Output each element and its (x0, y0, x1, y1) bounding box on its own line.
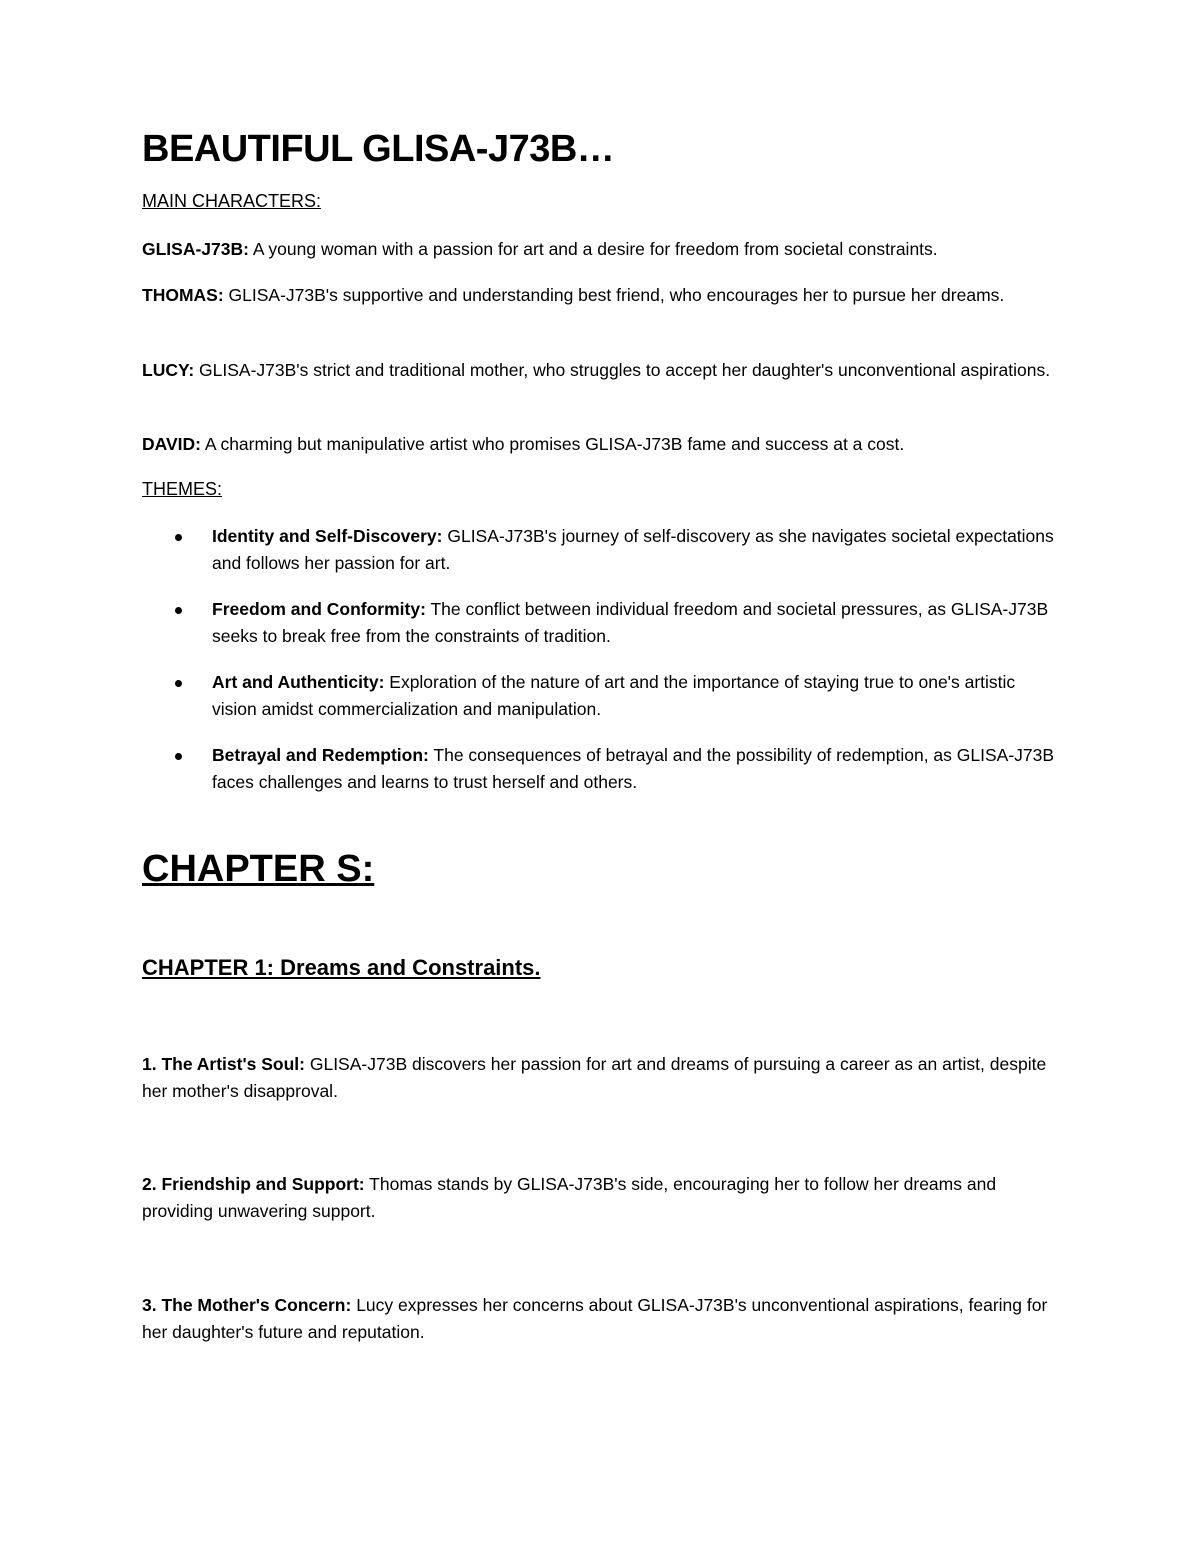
list-item (142, 596, 1057, 650)
character-name: DAVID: (142, 434, 201, 454)
section-description: Lucy expresses her concerns about GLISA-J73B's unconventional aspirations, fearing for her daughter's future and reputation. (142, 1295, 1048, 1342)
character-glisa (142, 236, 1057, 263)
theme-name: Betrayal and Redemption: (212, 745, 429, 765)
theme-name: Art and Authenticity: (212, 672, 385, 692)
character-david (142, 431, 1057, 458)
character-lucy (142, 357, 1057, 384)
character-description: A charming but manipulative artist who promises GLISA-J73B fame and success at a cost. (200, 434, 905, 454)
character-description: GLISA-J73B's strict and traditional mother, who struggles to accept her daughter's unconventional aspirations. (194, 360, 1051, 380)
section-description: Thomas stands by GLISA-J73B's side, encouraging her to follow her dreams and providing unwavering support. (142, 1174, 997, 1221)
chapter-1-title: CHAPTER 1: Dreams and Constraints. (142, 955, 541, 980)
theme-name: Freedom and Conformity: (212, 599, 426, 619)
section-name: 1. The Artist's Soul: (142, 1054, 305, 1074)
section-name: 3. The Mother's Concern: (142, 1295, 352, 1315)
theme-description: The conflict between individual freedom and societal pressures, as GLISA-J73B seeks to break free from the constraints of tradition. (212, 599, 1049, 646)
chapters-heading: CHAPTER S: (142, 848, 375, 890)
section-description: GLISA-J73B discovers her passion for art and dreams of pursuing a career as an artist, despite her mother's disapproval. (142, 1054, 1047, 1101)
list-item (142, 669, 1057, 723)
character-description: A young woman with a passion for art and a desire for freedom from societal constraints. (248, 239, 938, 259)
chapter-1-section (142, 1171, 1057, 1225)
main-characters-label: MAIN CHARACTERS: (142, 191, 322, 211)
chapter-1-section (142, 1292, 1057, 1346)
themes-label: THEMES: (142, 479, 223, 499)
character-name: THOMAS: (142, 285, 224, 305)
character-name: LUCY: (142, 360, 195, 380)
theme-description: GLISA-J73B's journey of self-discovery as she navigates societal expectations and follows her passion for art. (212, 526, 1054, 573)
theme-description: Exploration of the nature of art and the importance of staying true to one's artistic vision amidst commercialization and manipulation. (212, 672, 1016, 719)
character-description: GLISA-J73B's supportive and understanding best friend, who encourages her to pursue her dreams. (223, 285, 1005, 305)
document-title: BEAUTIFUL GLISA-J73B… (142, 128, 615, 170)
chapter-1-section (142, 1051, 1057, 1105)
theme-description: The consequences of betrayal and the possibility of redemption, as GLISA-J73B faces challenges and learns to trust herself and others. (212, 745, 1055, 792)
section-name: 2. Friendship and Support: (142, 1174, 365, 1194)
list-item (142, 742, 1057, 796)
bullet-icon (175, 607, 182, 614)
theme-name: Identity and Self-Discovery: (212, 526, 443, 546)
character-thomas (142, 282, 1057, 309)
bullet-icon (175, 534, 182, 541)
bullet-icon (175, 680, 182, 687)
bullet-icon (175, 753, 182, 760)
themes-list (142, 523, 1057, 815)
character-name: GLISA-J73B: (142, 239, 249, 259)
list-item (142, 523, 1057, 577)
